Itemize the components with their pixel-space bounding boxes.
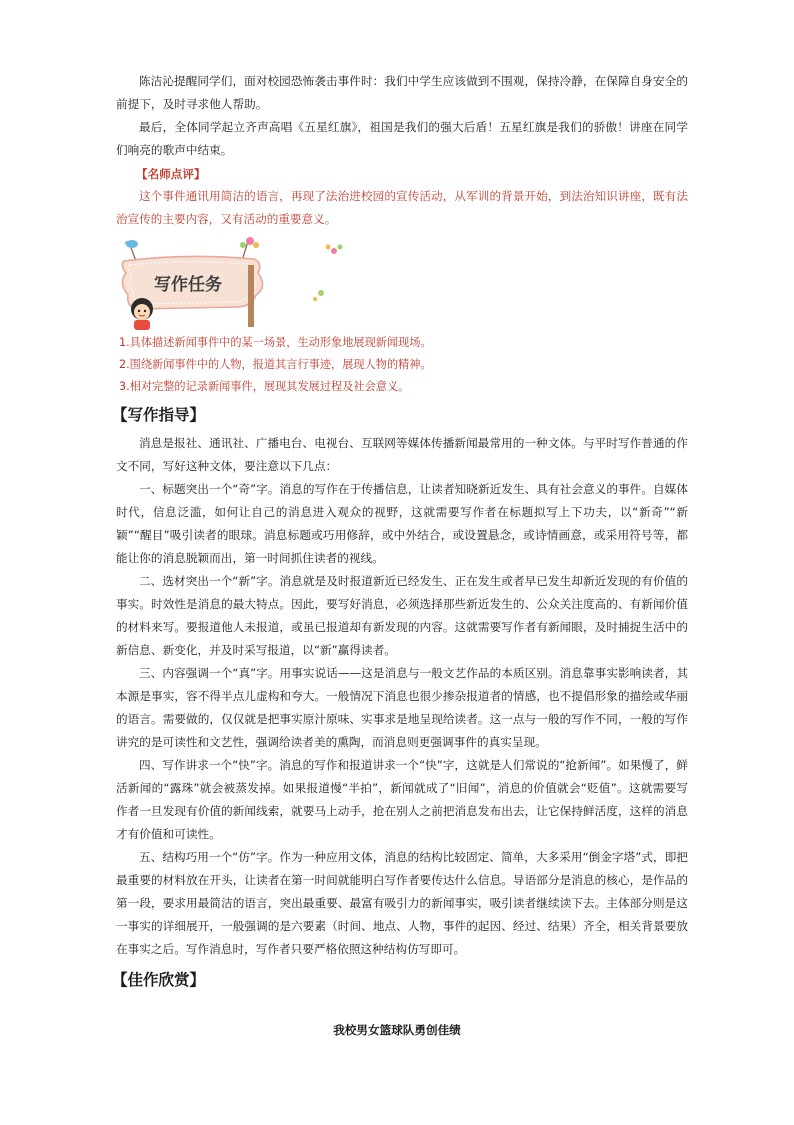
guidance-paragraph-speed: 四、写作讲求一个“快”字。消息的写作和报道讲求一个“快”字，这就是人们常说的“抢新闻”。如果慢了，鲜活新闻的“露珠”就会被蒸发掉。如果报道慢“半拍”，新闻就成了“旧闻”，消息的价值就会“贬值”。这就需要写作者一旦发现有价值的新闻线索，就要马上动手，抢在别人之前把消息发布出去，让它保持鲜活度，这样的消息才有价值和可读性。 — [116, 758, 688, 841]
intro-paragraph-1: 陈洁沁提醒同学们，面对校园恐怖袭击事件时：我们中学生应该做到不围观，保持冷静，在保障自身安全的前提下，及时寻求他人帮助。 — [116, 74, 688, 111]
writing-task-item: 3.相对完整的记录新闻事件，展现其发展过程及社会意义。 — [119, 380, 410, 393]
writing-task-item: 1.具体描述新闻事件中的某一场景，生动形象地展现新闻现场。 — [119, 336, 432, 349]
teacher-comment-text: 这个事件通讯用简洁的语言，再现了法治进校园的宣传活动，从军训的背景开始，到法治知识讲座，既有法治宣传的主要内容，又有活动的重要意义。 — [116, 189, 688, 226]
writing-guidance-title: 【写作指导】 — [112, 406, 206, 424]
article-title: 我校男女篮球队勇创佳绩 — [333, 1023, 461, 1037]
guidance-paragraph-structure: 五、结构巧用一个“仿”字。作为一种应用文体，消息的结构比较固定、简单，大多采用“倒金字塔”式，即把最重要的材料放在开头，让读者在第一时间就能明白写作者要传达什么信息。导语部分是消息的核心，是作品的第一段，要求用最简洁的语言，突出最重要、最富有吸引力的新闻事实，吸引读者继续读下去。主体部分则是这一事实的详细展开，一般强调的是六要素（时间、地点、人物，事件的起因、经过、结果）齐全，相关背景要放在事实之后。写作消息时，写作者只要严格依照这种结构仿写即可。 — [116, 850, 688, 956]
writing-task-illustration — [116, 235, 346, 330]
guidance-paragraph-content: 三、内容强调一个“真”字。用事实说话——这是消息与一般文艺作品的本质区别。消息靠事实影响读者，其本源是事实，容不得半点儿虚构和夸大。一般情况下消息也很少掺杂报道者的情感，也不提倡形象的描绘或华丽的语言。需要做的，仅仅就是把事实原汁原味、实事求是地呈现给读者。这一点与一般的写作不同，一般的写作讲究的是可读性和文艺性，强调给读者美的熏陶，而消息则更强调事件的真实呈现。 — [116, 666, 688, 749]
writing-task-banner — [116, 235, 688, 330]
flower-icon — [240, 237, 259, 248]
teacher-comment-tag: 【名师点评】 — [136, 167, 206, 181]
guidance-paragraph-material: 二、选材突出一个“新”字。消息就是及时报道新近已经发生、正在发生或者早已发生却新近发现的有价值的事实。时效性是消息的最大特点。因此，要写好消息，必须选择那些新近发生的、公众关注度高的、有新闻价值的材料来写。要报道他人未报道，或虽已报道却有新发现的内容。这就需要写作者有新闻眼，及时捕捉生活中的新信息、新变化，并及时采写报道，以“新”赢得读者。 — [116, 574, 688, 657]
bird-icon — [125, 240, 138, 248]
banner-label: 写作任务 — [154, 275, 222, 295]
guidance-paragraph-intro: 消息是报社、通讯社、广播电台、电视台、互联网等媒体传播新闻最常用的一种文体。与平时写作普通的作文不同，写好这种文体，要注意以下几点： — [116, 436, 688, 473]
child-icon — [131, 298, 153, 330]
writing-task-list — [116, 332, 688, 398]
appreciation-title: 【佳作欣赏】 — [112, 971, 206, 989]
intro-paragraph-2: 最后，全体同学起立齐声高唱《五星红旗》，祖国是我们的强大后盾！五星红旗是我们的骄傲！讲座在同学们响亮的歌声中结束。 — [116, 120, 688, 157]
writing-task-item: 2.围绕新闻事件中的人物，报道其言行事迹，展现人物的精神。 — [119, 358, 432, 371]
content-column — [112, 70, 688, 997]
guidance-paragraph-title: 一、标题突出一个“奇”字。消息的写作在于传播信息，让读者知晓新近发生、具有社会意义的事件。自媒体时代，信息泛滥，如何让自己的消息进入观众的视野，这就需要写作者在标题拟写上下功夫，以“新奇”“新颖”“醒目”吸引读者的眼球。消息标题或巧用修辞，或中外结合，或设置悬念，或诗情画意，或采用符号等，都能让你的消息脱颖而出，第一时间抓住读者的视线。 — [116, 482, 688, 565]
